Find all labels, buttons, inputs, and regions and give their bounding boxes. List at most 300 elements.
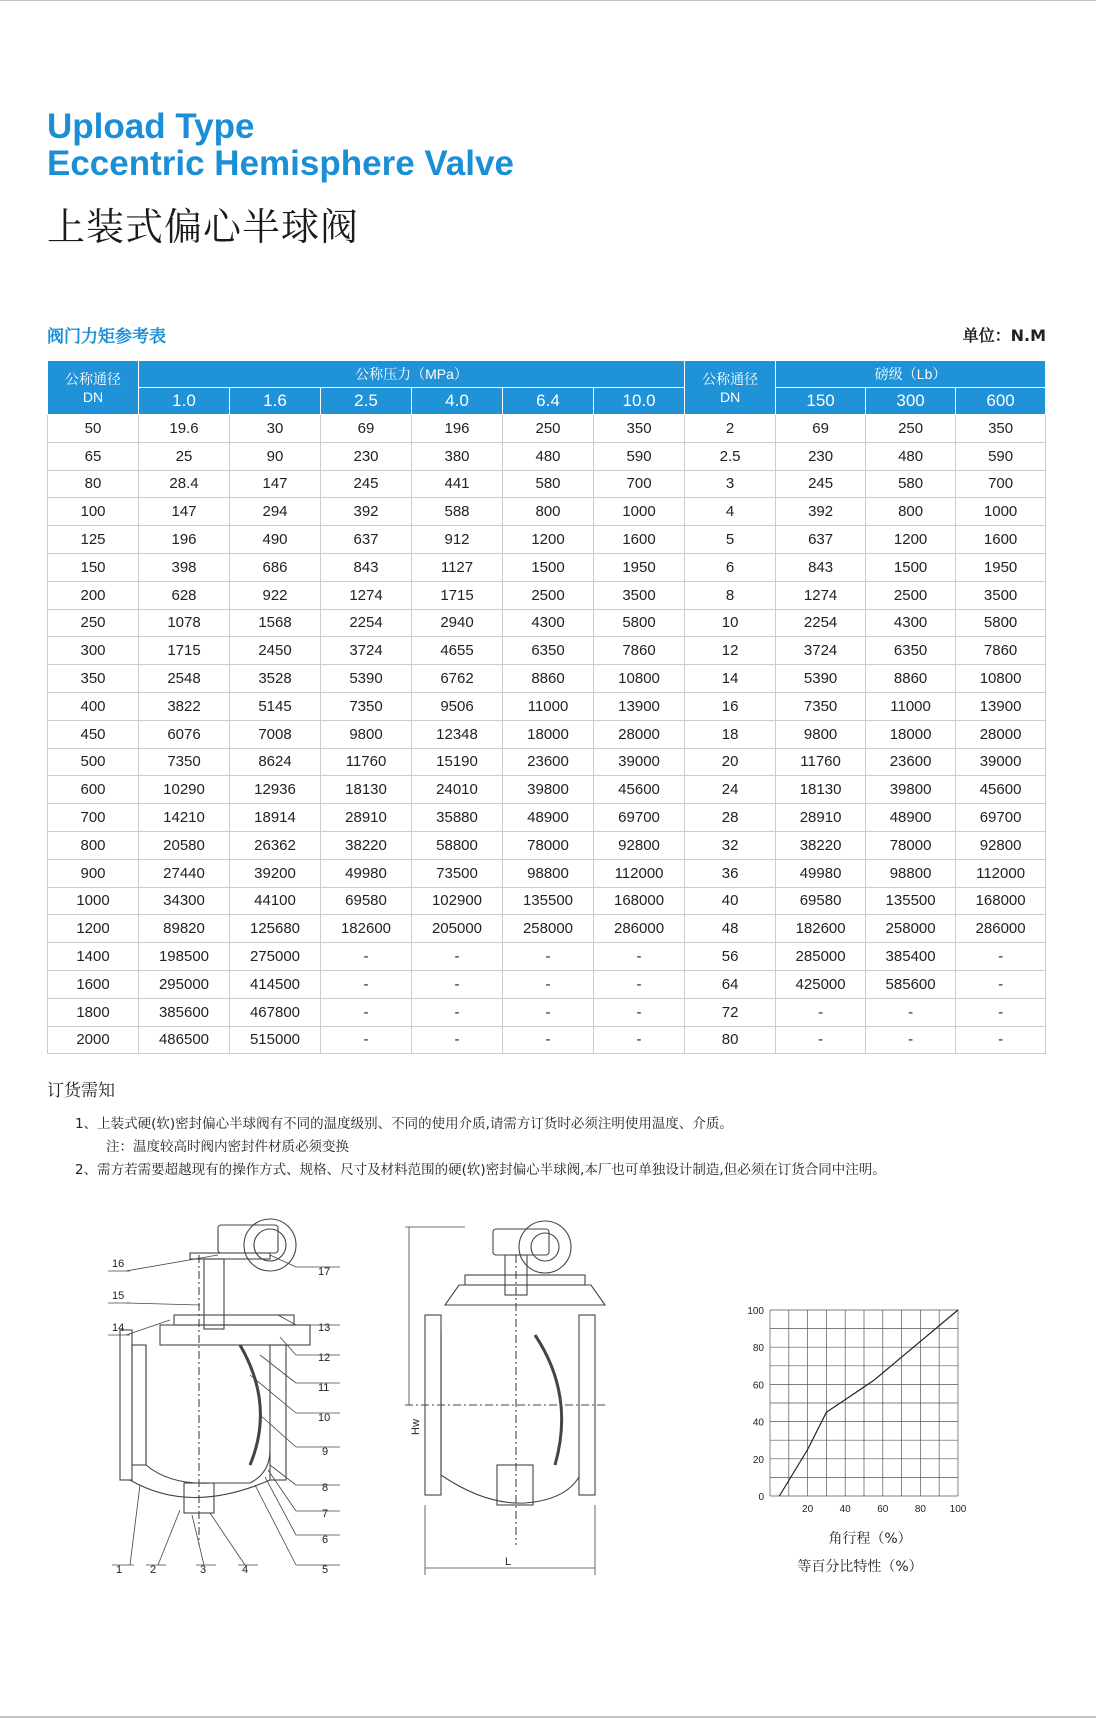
torque-cell: 467800 [230,998,321,1026]
torque-cell: 800 [866,498,956,526]
torque-cell: 637 [776,526,866,554]
torque-cell: 490 [230,526,321,554]
torque-cell: 28.4 [139,470,230,498]
torque-cell: 414500 [230,970,321,998]
torque-cell: 1500 [866,553,956,581]
torque-cell: 78000 [503,831,594,859]
torque-cell: 5800 [956,609,1046,637]
torque-cell: 480 [503,442,594,470]
torque-cell: 7008 [230,720,321,748]
table-row [48,498,1046,526]
torque-cell: 38220 [776,831,866,859]
table-row [48,998,1046,1026]
torque-cell: 13900 [956,692,1046,720]
torque-cell: - [776,1026,866,1054]
torque-cell: 441 [412,470,503,498]
dn-inch-cell: 56 [685,943,776,971]
torque-cell: 69 [321,415,412,443]
torque-cell: 44100 [230,887,321,915]
dn-inch-cell: 2 [685,415,776,443]
torque-cell: 39200 [230,859,321,887]
torque-cell: 580 [866,470,956,498]
dn-cell: 300 [48,637,139,665]
torque-cell: 69 [776,415,866,443]
dn-cell: 1400 [48,943,139,971]
table-row [48,970,1046,998]
torque-cell: 350 [956,415,1046,443]
torque-cell: 1000 [594,498,685,526]
dn-cell: 100 [48,498,139,526]
table-row [48,831,1046,859]
torque-cell: 628 [139,581,230,609]
torque-cell: 69700 [956,804,1046,832]
part-number: 12 [318,1352,331,1364]
torque-cell: - [594,970,685,998]
torque-cell: 38220 [321,831,412,859]
part-number: 17 [318,1266,331,1278]
dn-cell: 600 [48,776,139,804]
part-number: 9 [322,1446,329,1458]
dn-inch-cell: 10 [685,609,776,637]
dn-inch-cell: 64 [685,970,776,998]
torque-cell: 258000 [866,915,956,943]
table-row [48,442,1046,470]
torque-cell: 168000 [956,887,1046,915]
dn-cell: 250 [48,609,139,637]
torque-cell: 8860 [866,665,956,693]
dn-inch-cell: 5 [685,526,776,554]
torque-cell: 6350 [503,637,594,665]
torque-cell: 39800 [866,776,956,804]
table-row [48,553,1046,581]
part-number: 10 [318,1412,331,1424]
dn-cell: 80 [48,470,139,498]
torque-cell: 26362 [230,831,321,859]
torque-cell: 580 [503,470,594,498]
dn-cell: 1000 [48,887,139,915]
torque-cell: 1078 [139,609,230,637]
torque-cell: 1200 [866,526,956,554]
dn-inch-cell: 36 [685,859,776,887]
torque-cell: 245 [776,470,866,498]
torque-cell: 78000 [866,831,956,859]
torque-cell: 90 [230,442,321,470]
torque-cell: 2254 [776,609,866,637]
part-number: 8 [322,1482,329,1494]
x-tick-label: 80 [914,1504,926,1515]
torque-cell: 10800 [594,665,685,693]
torque-cell: 8624 [230,748,321,776]
part-number: 1 [116,1564,123,1575]
left-dn-header-sub: DN [82,388,104,405]
torque-cell: 9800 [776,720,866,748]
torque-cell: 4655 [412,637,503,665]
torque-cell: 25 [139,442,230,470]
dn-cell: 150 [48,553,139,581]
torque-cell: 1274 [776,581,866,609]
note-line-2: 注：温度较高时阀内密封件材质必须变换 [106,1139,349,1155]
torque-cell: 69700 [594,804,685,832]
stem [204,1259,224,1329]
chart-xlabel: 角行程（%） [828,1531,912,1547]
torque-cell: 7860 [594,637,685,665]
torque-cell: 4300 [503,609,594,637]
torque-cell: 205000 [412,915,503,943]
torque-cell: 350 [594,415,685,443]
class-col: 300 [866,388,956,415]
dn-cell: 125 [48,526,139,554]
pressure-col: 2.5 [321,388,412,415]
torque-cell: 285000 [776,943,866,971]
torque-cell: 7860 [956,637,1046,665]
part-number: 13 [318,1322,331,1334]
top-border-line [0,0,1096,1]
torque-cell: 3724 [321,637,412,665]
torque-cell: 18000 [503,720,594,748]
torque-cell: - [956,943,1046,971]
pressure-col: 10.0 [594,388,685,415]
dn-inch-cell: 20 [685,748,776,776]
torque-cell: - [321,943,412,971]
torque-cell: 6076 [139,720,230,748]
torque-cell: 2940 [412,609,503,637]
torque-cell: 20580 [139,831,230,859]
dn-inch-cell: 2.5 [685,442,776,470]
torque-cell: 380 [412,442,503,470]
torque-cell: 486500 [139,1026,230,1054]
torque-cell: 15190 [412,748,503,776]
y-tick-label: 20 [752,1454,764,1466]
torque-cell: 7350 [139,748,230,776]
torque-cell: 147 [139,498,230,526]
torque-cell: 10800 [956,665,1046,693]
y-tick-label: 80 [752,1343,764,1355]
torque-cell: 286000 [594,915,685,943]
torque-cell: 588 [412,498,503,526]
table-row [48,720,1046,748]
torque-cell: 73500 [412,859,503,887]
note-line-3: 2、需方若需要超越现有的操作方式、规格、尺寸及材料范围的硬(软)密封偏心半球阀,本厂也可单独设计制造,但必须在订货合同中注明。 [75,1162,886,1178]
table-row [48,915,1046,943]
dn-inch-cell: 4 [685,498,776,526]
torque-cell: 637 [321,526,412,554]
y-tick-label: 40 [752,1417,764,1429]
torque-table [47,360,1046,1054]
dn-inch-cell: 32 [685,831,776,859]
torque-cell: 1950 [594,553,685,581]
dn-cell: 400 [48,692,139,720]
torque-cell: 102900 [412,887,503,915]
torque-cell: 912 [412,526,503,554]
torque-cell: 392 [321,498,412,526]
dn-inch-cell: 8 [685,581,776,609]
english-title [47,108,514,182]
torque-cell: - [503,970,594,998]
torque-cell: 28000 [956,720,1046,748]
torque-cell: - [594,998,685,1026]
torque-cell: - [956,998,1046,1026]
torque-cell: 12936 [230,776,321,804]
torque-cell: - [776,998,866,1026]
torque-cell: 590 [594,442,685,470]
table-row [48,1026,1046,1054]
part-number: 15 [112,1290,125,1302]
torque-cell: - [594,1026,685,1054]
table-row [48,804,1046,832]
torque-cell: 515000 [230,1026,321,1054]
torque-cell: 18914 [230,804,321,832]
torque-cell: 7350 [776,692,866,720]
part-number: 6 [322,1534,329,1546]
dn-inch-cell: 72 [685,998,776,1026]
torque-cell: 28910 [776,804,866,832]
table-row [48,887,1046,915]
table-row [48,637,1046,665]
table-row [48,415,1046,443]
torque-cell: 5390 [321,665,412,693]
torque-cell: 1274 [321,581,412,609]
torque-cell: 12348 [412,720,503,748]
torque-cell: 182600 [321,915,412,943]
torque-cell: 7350 [321,692,412,720]
torque-cell: 8860 [503,665,594,693]
y-tick-label: 100 [747,1306,764,1317]
torque-cell: 3822 [139,692,230,720]
torque-cell: 9800 [321,720,412,748]
torque-cell: 147 [230,470,321,498]
torque-cell: - [503,943,594,971]
torque-cell: 112000 [956,859,1046,887]
part-number: 16 [112,1258,125,1270]
torque-cell: 14210 [139,804,230,832]
torque-cell: 700 [594,470,685,498]
valve-section-drawing [100,1215,360,1575]
torque-cell: 28000 [594,720,685,748]
x-tick-label: 100 [949,1504,967,1515]
torque-cell: 48900 [866,804,956,832]
torque-cell: - [866,1026,956,1054]
right-dn-header-sub: DN [719,388,741,405]
torque-cell: 1600 [594,526,685,554]
torque-cell: 92800 [956,831,1046,859]
torque-cell: 3500 [956,581,1046,609]
torque-cell: 5145 [230,692,321,720]
dn-cell: 900 [48,859,139,887]
torque-cell: 230 [776,442,866,470]
torque-cell: - [412,998,503,1026]
dn-cell: 200 [48,581,139,609]
torque-cell: 69580 [321,887,412,915]
dn-inch-cell: 48 [685,915,776,943]
torque-cell: 11000 [866,692,956,720]
torque-cell: 13900 [594,692,685,720]
torque-cell: 39800 [503,776,594,804]
part-number: 2 [150,1564,157,1575]
part-number: 11 [318,1382,330,1394]
torque-cell: 45600 [956,776,1046,804]
dn-cell: 1800 [48,998,139,1026]
dn-inch-cell: 24 [685,776,776,804]
dn-cell: 2000 [48,1026,139,1054]
torque-cell: 3724 [776,637,866,665]
torque-cell: 49980 [321,859,412,887]
torque-cell: 392 [776,498,866,526]
torque-cell: 245 [321,470,412,498]
torque-cell: 48900 [503,804,594,832]
torque-cell: 23600 [866,748,956,776]
torque-cell: - [321,1026,412,1054]
note-line-1: 1、上装式硬(软)密封偏心半球阀有不同的温度级别、不同的使用介质,请需方订货时必须注明使用温度、介质。 [75,1116,733,1132]
table-row [48,665,1046,693]
torque-cell: 295000 [139,970,230,998]
pressure-col: 4.0 [412,388,503,415]
part-number: 3 [200,1564,207,1575]
right-dn-header-label: 公称通径 [702,370,759,387]
dn-inch-cell: 18 [685,720,776,748]
torque-cell: 45600 [594,776,685,804]
pressure-col: 1.6 [230,388,321,415]
dn-cell: 1200 [48,915,139,943]
right-flange [270,1345,286,1480]
order-notes [47,1076,115,1101]
torque-cell: 19.6 [139,415,230,443]
torque-cell: 250 [503,415,594,443]
left-dn-header [48,361,139,415]
dn-inch-cell: 14 [685,665,776,693]
torque-cell: - [412,943,503,971]
torque-cell: 425000 [776,970,866,998]
torque-cell: - [321,970,412,998]
torque-table-body [48,415,1046,1054]
table-row [48,748,1046,776]
torque-cell: 35880 [412,804,503,832]
left-dn-header-label: 公称通径 [65,370,121,387]
torque-cell: - [503,1026,594,1054]
torque-cell: 250 [866,415,956,443]
torque-cell: 1568 [230,609,321,637]
torque-cell: 135500 [866,887,956,915]
dn-cell: 500 [48,748,139,776]
section-title: 阀门力矩参考表 [47,327,166,347]
class-col: 150 [776,388,866,415]
torque-cell: 686 [230,553,321,581]
y-tick-label: 0 [758,1492,764,1503]
torque-cell: 5390 [776,665,866,693]
torque-cell: 1127 [412,553,503,581]
bonnet-flange [174,1315,294,1325]
torque-cell: 294 [230,498,321,526]
torque-cell: 98800 [503,859,594,887]
x-tick-label: 40 [839,1504,851,1515]
torque-cell: 6350 [866,637,956,665]
left-flange [120,1330,132,1480]
torque-cell: 198500 [139,943,230,971]
dimension-hw: Hw [410,1419,422,1435]
torque-cell: 11760 [321,748,412,776]
torque-cell: 1715 [412,581,503,609]
dn-inch-cell: 28 [685,804,776,832]
torque-cell: 1715 [139,637,230,665]
torque-cell: 24010 [412,776,503,804]
x-tick-label: 60 [877,1504,889,1515]
torque-cell: 69580 [776,887,866,915]
torque-cell: 125680 [230,915,321,943]
torque-cell: 385400 [866,943,956,971]
torque-cell: 2548 [139,665,230,693]
dn-inch-cell: 12 [685,637,776,665]
torque-cell: 1500 [503,553,594,581]
y-tick-label: 60 [752,1380,764,1392]
part-number: 5 [322,1564,329,1575]
torque-cell: 18130 [776,776,866,804]
torque-cell: 30 [230,415,321,443]
torque-cell: - [412,1026,503,1054]
table-row [48,776,1046,804]
torque-cell: 230 [321,442,412,470]
torque-cell: 5800 [594,609,685,637]
torque-cell: 3500 [594,581,685,609]
torque-cell: 28910 [321,804,412,832]
torque-cell: 9506 [412,692,503,720]
torque-cell: 843 [776,553,866,581]
torque-cell: 23600 [503,748,594,776]
torque-cell: 34300 [139,887,230,915]
dn-inch-cell: 3 [685,470,776,498]
torque-cell: 196 [139,526,230,554]
table-row [48,470,1046,498]
chinese-title: 上装式偏心半球阀 [47,205,360,249]
torque-cell: 11000 [503,692,594,720]
torque-cell: 590 [956,442,1046,470]
torque-cell: - [956,1026,1046,1054]
torque-cell: 2450 [230,637,321,665]
torque-cell: 11760 [776,748,866,776]
torque-cell: 585600 [866,970,956,998]
pressure-header: 公称压力（MPa） [139,361,685,388]
torque-cell: 98800 [866,859,956,887]
hemisphere-plug [240,1345,260,1465]
table-row [48,943,1046,971]
torque-cell: - [866,998,956,1026]
torque-cell: 1200 [503,526,594,554]
torque-cell: 2500 [503,581,594,609]
torque-cell: 89820 [139,915,230,943]
table-row [48,692,1046,720]
dn-cell: 350 [48,665,139,693]
part-number: 4 [242,1564,249,1575]
torque-cell: 922 [230,581,321,609]
x-tick-label: 20 [802,1504,814,1515]
torque-cell: 18130 [321,776,412,804]
torque-cell: 385600 [139,998,230,1026]
torque-cell: 286000 [956,915,1046,943]
table-row [48,859,1046,887]
class-header: 磅级（Lb） [776,361,1046,388]
dn-cell: 50 [48,415,139,443]
torque-cell: 2254 [321,609,412,637]
torque-cell: 112000 [594,859,685,887]
part-number: 14 [112,1322,125,1334]
dn-inch-cell: 6 [685,553,776,581]
torque-cell: 10290 [139,776,230,804]
torque-cell: 700 [956,470,1046,498]
torque-cell: 6762 [412,665,503,693]
valve-outline-drawing [405,1215,650,1585]
torque-cell: 1950 [956,553,1046,581]
dn-cell: 700 [48,804,139,832]
dn-cell: 1600 [48,970,139,998]
torque-cell: 58800 [412,831,503,859]
